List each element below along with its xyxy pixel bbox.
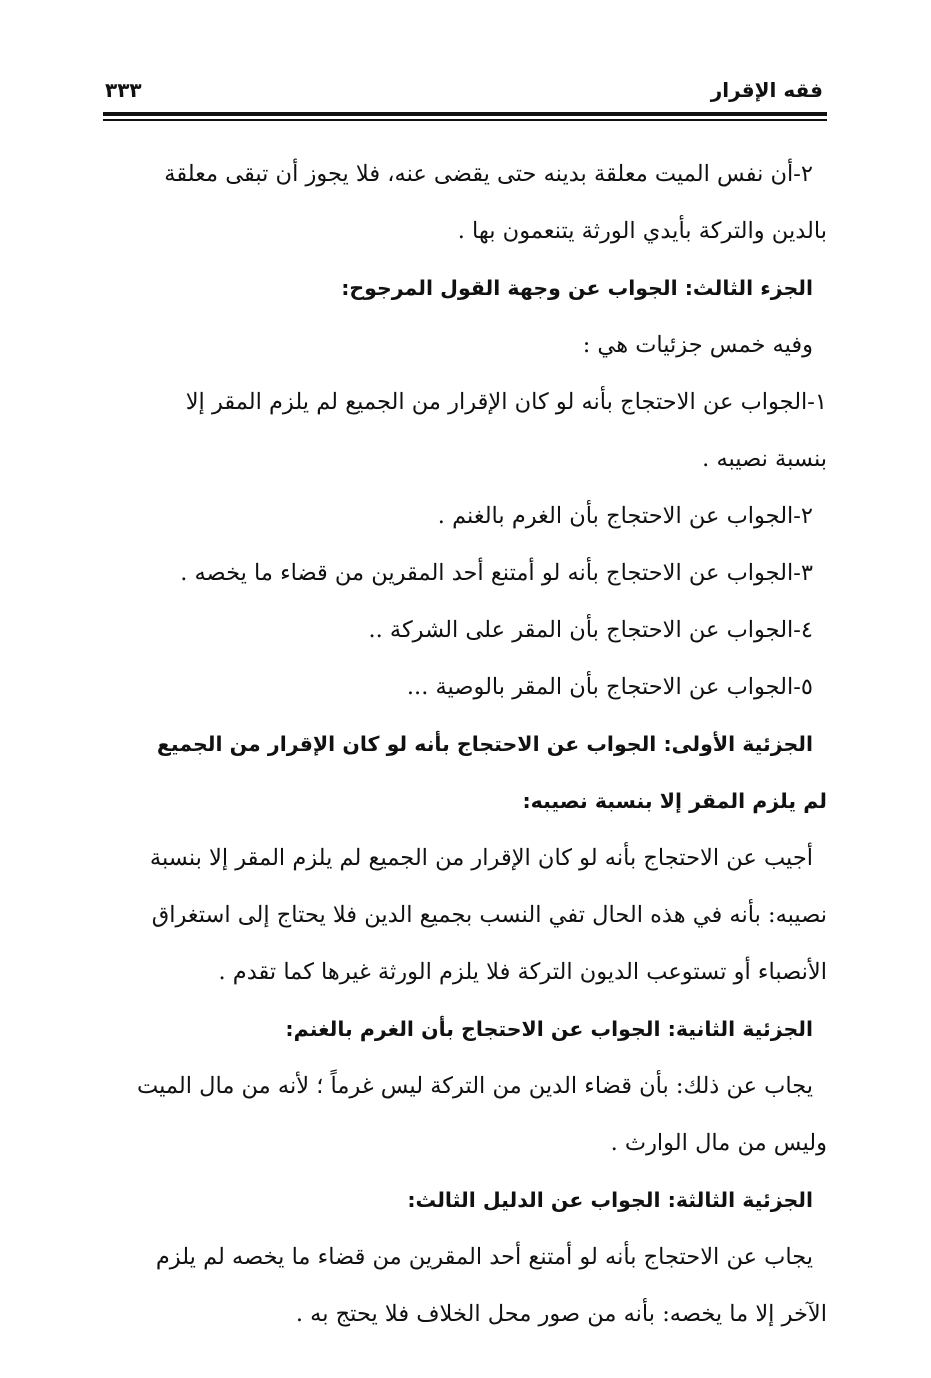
- text-line: وفيه خمس جزئيات هي :: [582, 332, 813, 358]
- page-number: ٣٣٣: [105, 78, 142, 102]
- text-line: بالدين والتركة بأيدي الورثة يتنعمون بها .: [457, 218, 827, 244]
- text-line: بنسبة نصيبه .: [702, 446, 827, 472]
- section-heading-line: الجزء الثالث: الجواب عن وجهة القول المرجوح:: [341, 276, 813, 300]
- section-heading-line: لم يلزم المقر إلا بنسبة نصيبه:: [522, 789, 827, 813]
- text-line: الآخر إلا ما يخصه: بأنه من صور محل الخلاف فلا يحتج به .: [295, 1301, 827, 1327]
- running-header: [103, 70, 827, 110]
- section-heading-line: الجزئية الثالثة: الجواب عن الدليل الثالث:: [407, 1188, 813, 1212]
- text-line: ٥-الجواب عن الاحتجاج بأن المقر بالوصية ...: [406, 674, 813, 700]
- section-heading-line: الجزئية الأولى: الجواب عن الاحتجاج بأنه لو كان الإقرار من الجميع: [156, 732, 813, 756]
- book-page: [103, 70, 827, 1330]
- text-line: وليس من مال الوارث .: [610, 1130, 827, 1156]
- text-line: ١-الجواب عن الاحتجاج بأنه لو كان الإقرار من الجميع لم يلزم المقر إلا: [185, 389, 827, 415]
- text-line: يجاب عن الاحتجاج بأنه لو أمتنع أحد المقرين من قضاء ما يخصه لم يلزم: [155, 1244, 813, 1270]
- text-line: ٤-الجواب عن الاحتجاج بأن المقر على الشركة ..: [368, 617, 813, 643]
- section-heading-line: الجزئية الثانية: الجواب عن الاحتجاج بأن الغرم بالغنم:: [285, 1017, 813, 1041]
- header-rule-thick: [103, 112, 827, 116]
- text-line: ٢-الجواب عن الاحتجاج بأن الغرم بالغنم .: [437, 503, 813, 529]
- running-header-title: فقه الإقرار: [710, 78, 823, 102]
- text-line: أجيب عن الاحتجاج بأنه لو كان الإقرار من الجميع لم يلزم المقر إلا بنسبة: [149, 845, 813, 871]
- text-line: يجاب عن ذلك: بأن قضاء الدين من التركة ليس غرماً ؛ لأنه من مال الميت: [137, 1073, 813, 1099]
- text-line: ٢-أن نفس الميت معلقة بدينه حتى يقضى عنه، فلا يجوز أن تبقى معلقة: [164, 161, 813, 187]
- text-line: نصيبه: بأنه في هذه الحال تفي النسب بجميع الدين فلا يحتاج إلى استغراق: [151, 902, 827, 928]
- text-line: ٣-الجواب عن الاحتجاج بأنه لو أمتنع أحد المقرين من قضاء ما يخصه .: [180, 560, 813, 586]
- header-rule-thin: [103, 119, 827, 121]
- page-body: [103, 146, 827, 1343]
- text-line: الأنصباء أو تستوعب الديون التركة فلا يلزم الورثة غيرها كما تقدم .: [218, 959, 827, 985]
